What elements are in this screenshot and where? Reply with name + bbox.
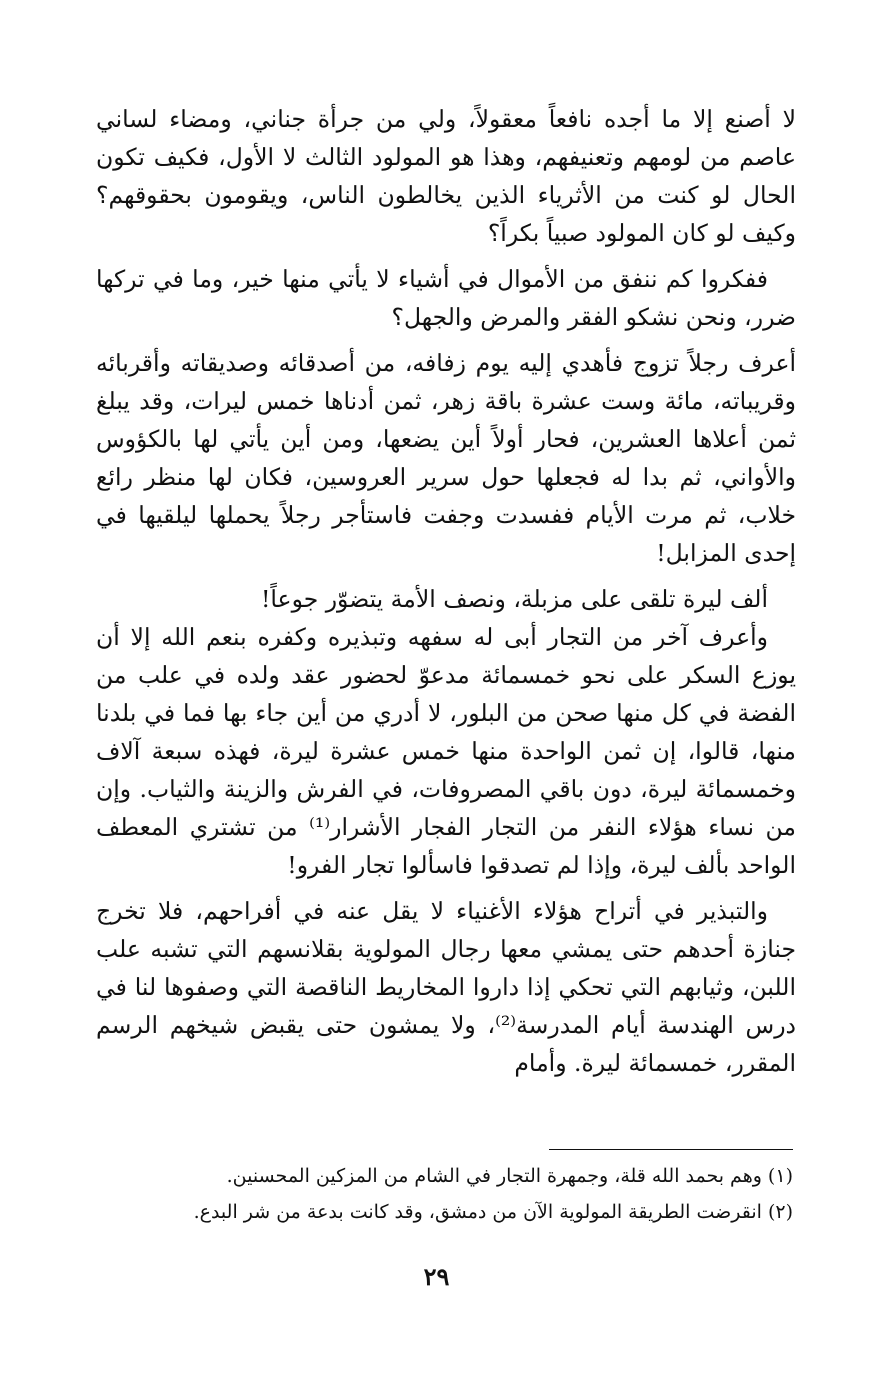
paragraph-4: ألف ليرة تلقى على مزبلة، ونصف الأمة يتضوّر جوعاً! — [260, 585, 768, 613]
page-number: ٢٩ — [423, 1262, 450, 1291]
paragraph-5: وأعرف آخر من التجار أبى له سفهه وتبذيره وكفره بنعم الله إلا أن يوزع السكر على نحو خمسمائة مدعوّ لحضور عقد ولده في علب من الفضة في كل منها صحن من البلور، لا أدري من أين جاء بها فما في بلدنا منها، قالوا، إن ثمن الواحدة منها خمس عشرة ليرة، فهذه سبعة آلاف وخمسمائة ليرة، دون باقي المصروفات، في الفرش والزينة والثياب. وإن من نساء هؤلاء النفر من التجار الفجار الأشرار⁽¹⁾ من تشتري المعطف الواحد بألف ليرة، وإذا لم تصدقوا فاسألوا تجار الفرو! — [96, 623, 796, 879]
footnote-1: (١) وهم بحمد الله قلة، وجمهرة التجار في الشام من المزكين المحسنين. — [226, 1165, 793, 1187]
paragraph-3: أعرف رجلاً تزوج فأهدي إليه يوم زفافه، من أصدقائه وصديقاته وأقربائه وقريباته، مائة وست عشرة باقة زهر، ثمن أدناها خمس ليرات، وقد يبلغ ثمن أعلاها العشرين، فحار أولاً أين يضعها، ومن أين يأتي لها بالكؤوس والأواني، ثم بدا له فجعلها حول سرير العروسين، فكان لها منظر رائع خلاب، ثم مرت الأيام ففسدت وجفت فاستأجر رجلاً يحملها ليلقيها في إحدى المزابل! — [96, 349, 796, 567]
paragraph-2: ففكروا كم ننفق من الأموال في أشياء لا يأتي منها خير، وما في تركها ضرر، ونحن نشكو الفقر والمرض والجهل؟ — [96, 265, 796, 331]
footnote-2: (٢) انقرضت الطريقة المولوية الآن من دمشق، وقد كانت بدعة من شر البدع. — [193, 1201, 793, 1223]
main-text — [96, 100, 796, 1082]
paragraph-1: لا أصنع إلا ما أجده نافعاً معقولاً، ولي من جرأة جناني، ومضاء لساني عاصم من لومهم وتعنيفهم، وهذا هو المولود الثالث لا الأول، فكيف تكون الحال لو كنت من الأثرياء الذين يخالطون الناس، ويقومون بحقوقهم؟ وكيف لو كان المولود صبياً بكراً؟ — [96, 105, 796, 247]
footnotes — [93, 1158, 793, 1230]
footnote-divider — [549, 1149, 793, 1150]
paragraph-6: والتبذير في أتراح هؤلاء الأغنياء لا يقل عنه في أفراحهم، فلا تخرج جنازة أحدهم حتى يمشي معها رجال المولوية بقلانسهم التي تشبه علب اللبن، وثيابهم التي تحكي إذا داروا المخاريط الناقصة التي وصفوها لنا في درس الهندسة أيام المدرسة⁽²⁾، ولا يمشون حتى يقبض شيخهم الرسم المقرر، خمسمائة ليرة. وأمام — [96, 897, 797, 1077]
